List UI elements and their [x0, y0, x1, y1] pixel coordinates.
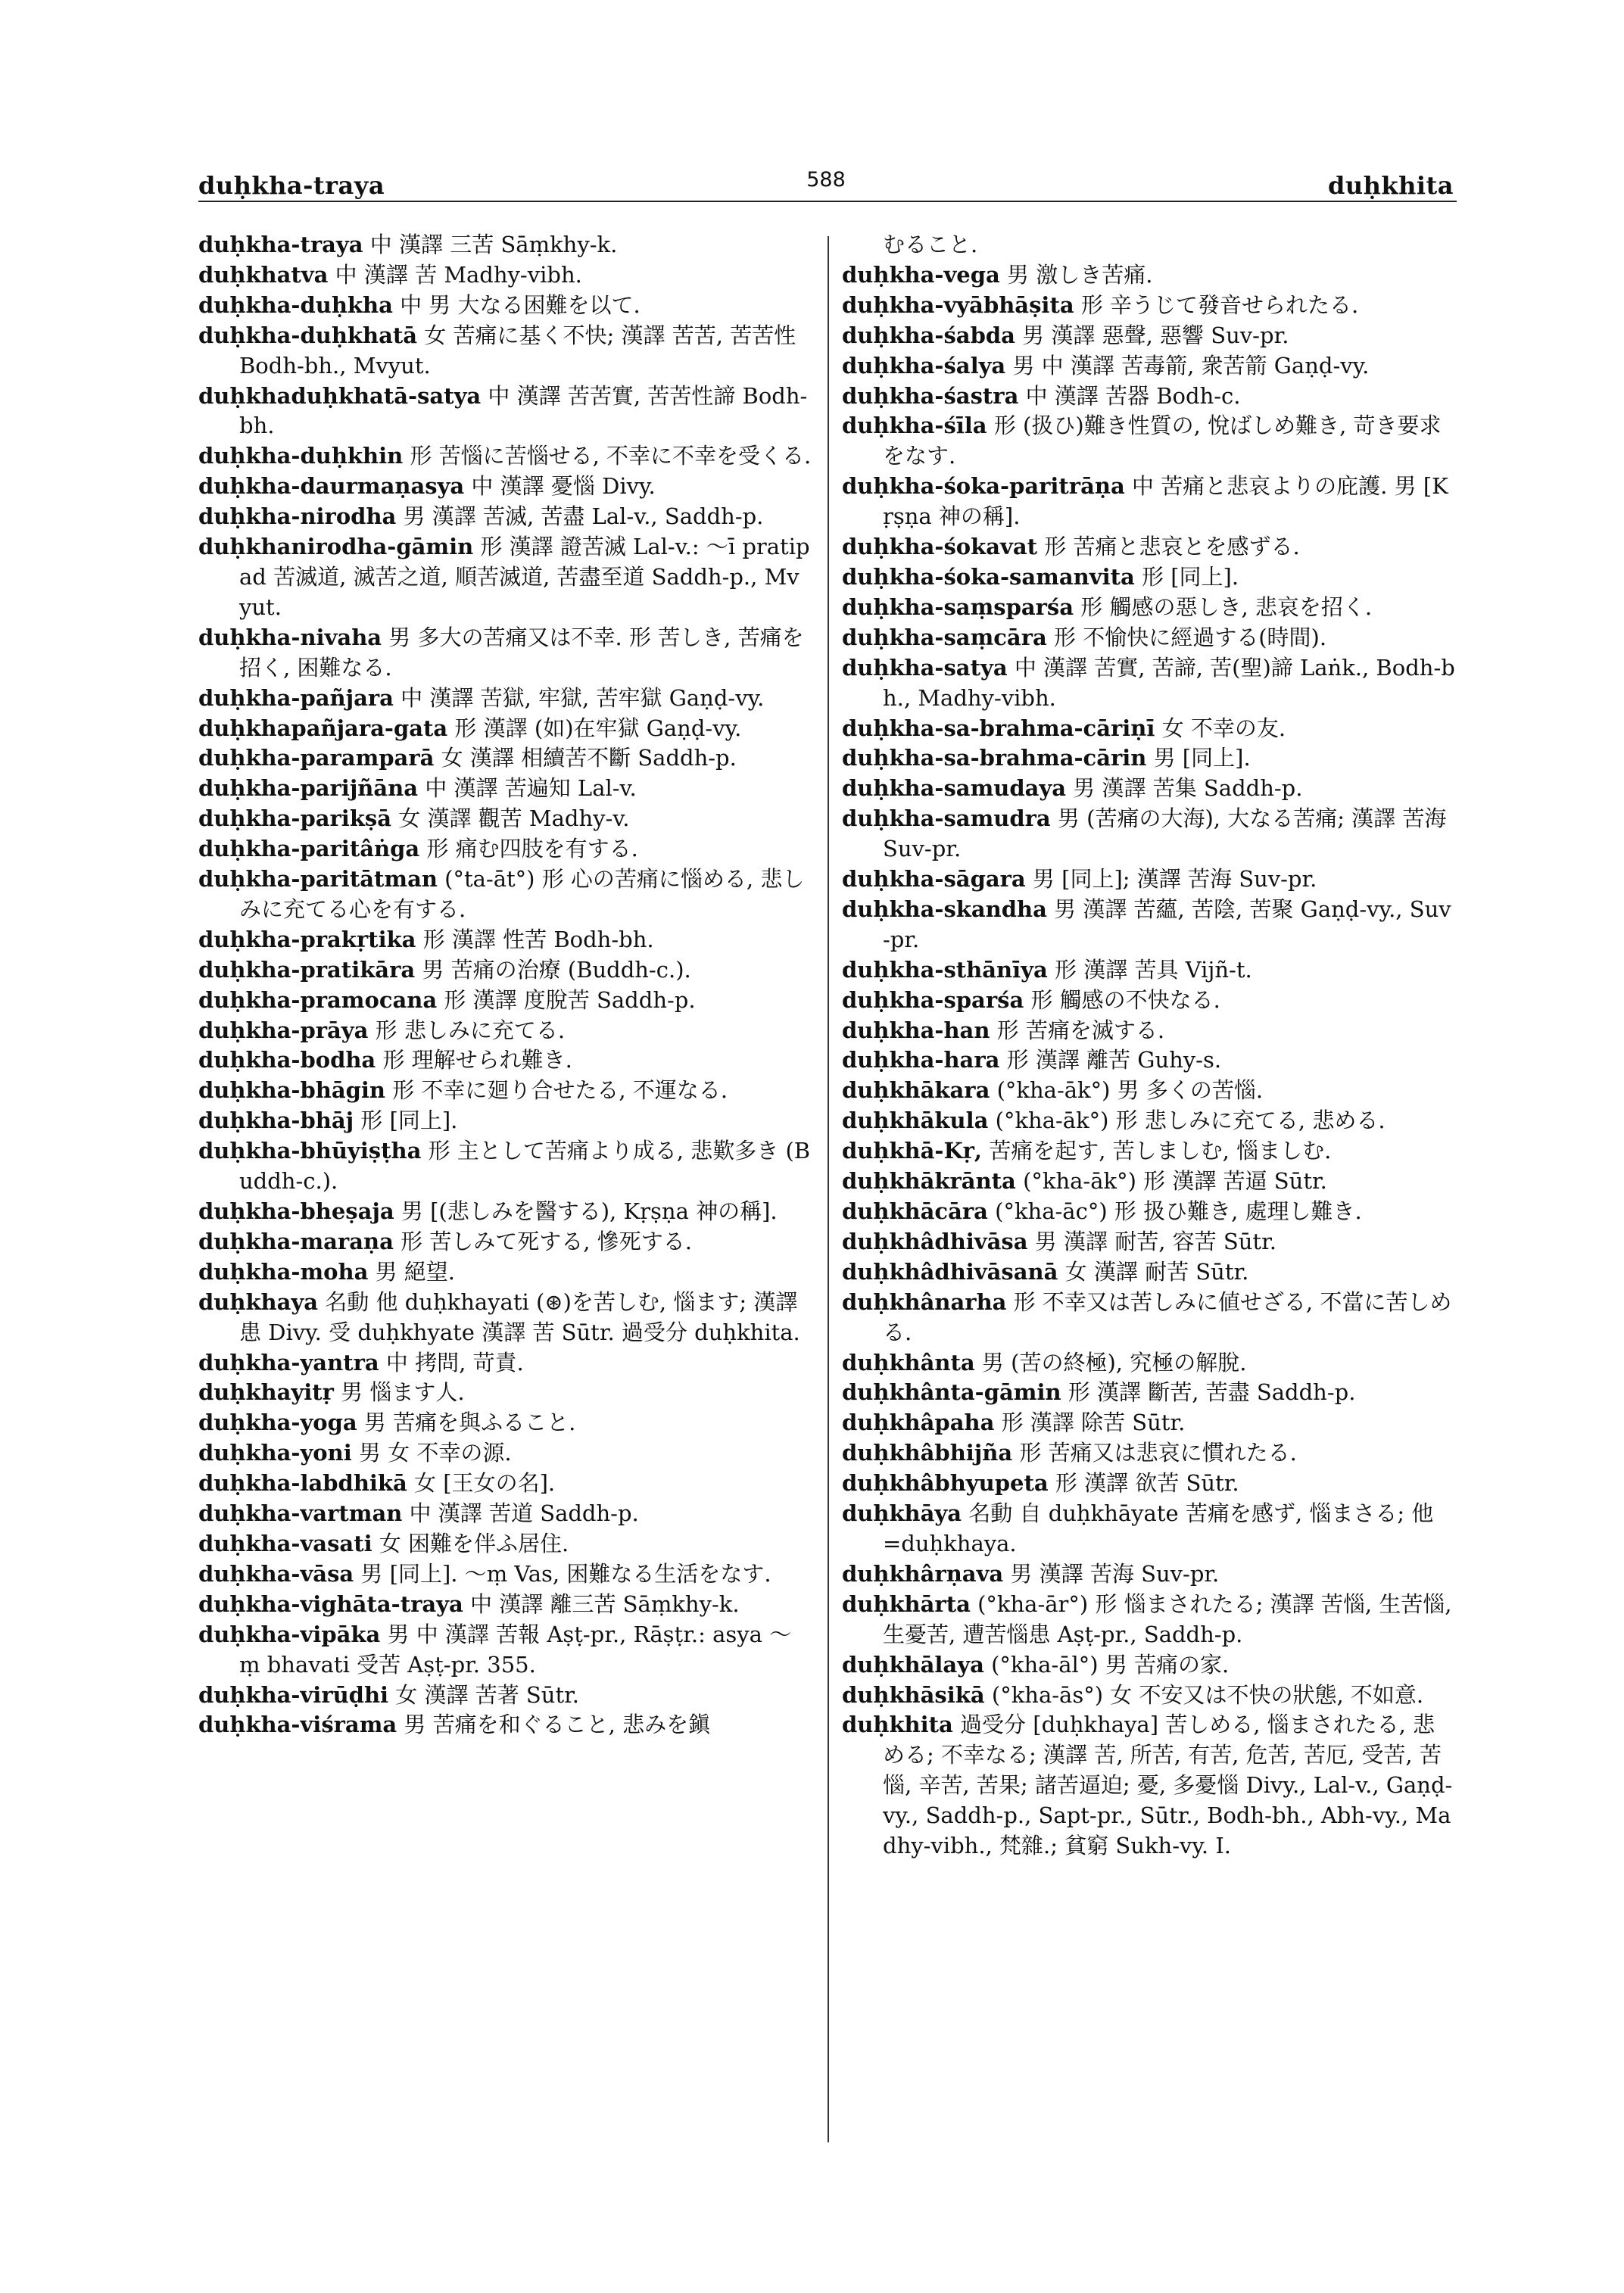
dictionary-entry — [842, 1348, 1455, 1379]
entry-definition: 中 漢譯 憂惱 Divy. — [464, 473, 656, 500]
entry-definition: 女 漢譯 相續苦不斷 Saddh-p. — [434, 745, 737, 771]
entry-headword: duḥkhânta — [842, 1349, 975, 1375]
dictionary-entry — [842, 714, 1455, 744]
entry-headword: duḥkha-satya — [842, 654, 1008, 681]
dictionary-entry — [842, 804, 1455, 865]
dictionary-entry — [842, 351, 1455, 382]
entry-headword: duḥkha-yoga — [198, 1410, 357, 1436]
entry-definition: 形 苦痛を滅する. — [990, 1017, 1165, 1043]
entry-definition: 男 [(悲しみを醫する), Kṛṣṇa 神の稱]. — [394, 1198, 778, 1224]
entry-headword: duḥkhā-Kṛ, — [842, 1138, 983, 1164]
dictionary-entry — [198, 955, 812, 986]
dictionary-entry — [198, 1559, 812, 1590]
entry-definition: 男 苦痛を和ぐること, 悲みを鎭 — [397, 1712, 711, 1738]
entry-headword: duḥkhārta — [842, 1590, 971, 1617]
entry-headword: duḥkha-śoka-samanvita — [842, 563, 1135, 590]
entry-definition: むること. — [883, 232, 978, 257]
entry-definition: 名動 自 duḥkhāyate 苦痛を感ず, 惱まさる; 他 =duḥkhaya. — [883, 1500, 1434, 1556]
entry-headword: duḥkha-parijñāna — [198, 775, 419, 802]
entry-definition: (°kha-āk°) 形 悲しみに充てる, 悲める. — [988, 1108, 1386, 1134]
running-head-left: duḥkha-traya — [198, 171, 385, 200]
entry-definition: 男 漢譯 苦海 Suv-pr. — [1003, 1560, 1220, 1587]
entry-definition: 男 漢譯 苦滅, 苦盡 Lal-v., Saddh-p. — [396, 503, 764, 530]
entry-definition: 女 不幸の友. — [1155, 715, 1286, 741]
entry-definition: 形 痛む四肢を有する. — [419, 836, 638, 862]
entry-headword: duḥkhâbhyupeta — [842, 1470, 1049, 1497]
entry-headword: duḥkha-traya — [198, 232, 363, 257]
dictionary-entry — [842, 1288, 1455, 1348]
entry-headword: duḥkha-yoni — [198, 1440, 352, 1466]
dictionary-entry — [198, 1136, 812, 1197]
column-divider — [828, 236, 829, 2142]
dictionary-entry — [842, 1227, 1455, 1257]
entry-definition: (°kha-āc°) 形 扱ひ難き, 處理し難き. — [987, 1198, 1362, 1224]
dictionary-entry — [198, 1106, 812, 1136]
entry-headword: duḥkha-moha — [198, 1258, 369, 1285]
dictionary-entry — [842, 1408, 1455, 1438]
dictionary-entry — [842, 321, 1455, 351]
entry-headword: duḥkhākula — [842, 1108, 989, 1134]
entry-headword: duḥkhaduḥkhatā-satya — [198, 382, 482, 409]
entry-definition: 女 漢譯 耐苦 Sūtr. — [1058, 1258, 1249, 1285]
entry-headword: duḥkha-paramparā — [198, 745, 435, 771]
entry-definition: 形 漢譯 證苦滅 Lal-v.: ～ī pratipad 苦滅道, 滅苦之道, 順苦滅道, 苦盡至道 Saddh-p., Mvyut. — [239, 534, 810, 620]
dictionary-entry — [198, 1710, 812, 1740]
page-number: 588 — [806, 168, 846, 192]
entry-definition: 中 苦痛と悲哀よりの庇護. 男 [Kṛṣṇa 神の稱]. — [883, 473, 1448, 530]
dictionary-entry — [198, 1499, 812, 1529]
entry-headword: duḥkha-bhūyiṣṭha — [198, 1138, 422, 1164]
entry-definition: 男 漢譯 苦蘊, 苦陰, 苦聚 Gaṇḍ-vy., Suv-pr. — [883, 896, 1451, 952]
entry-headword: duḥkha-vartman — [198, 1500, 403, 1527]
entry-headword: duḥkha-sthānīya — [842, 956, 1048, 983]
entry-headword: duḥkha-paritâṅga — [198, 836, 420, 862]
entry-headword: duḥkhayitṛ — [198, 1379, 334, 1406]
entry-headword: duḥkha-daurmaṇasya — [198, 473, 465, 500]
entry-headword: duḥkha-bhāj — [198, 1108, 354, 1134]
entry-definition: 形 漢譯 離苦 Guhy-s. — [999, 1047, 1222, 1073]
dictionary-entry — [198, 1288, 812, 1348]
dictionary-entry — [842, 1016, 1455, 1046]
dictionary-entry — [842, 1499, 1455, 1559]
entry-definition: (°kha-āl°) 男 苦痛の家. — [983, 1651, 1230, 1678]
entry-headword: duḥkhāsikā — [842, 1681, 985, 1708]
entry-headword: duḥkhaya — [198, 1288, 319, 1315]
entry-definition: 男 女 不幸の源. — [351, 1440, 512, 1466]
entry-definition: 男 (苦の終極), 究極の解脫. — [974, 1349, 1247, 1375]
entry-headword: duḥkha-prakṛtika — [198, 926, 416, 952]
entry-headword: duḥkha-yantra — [198, 1349, 379, 1375]
entry-headword: duḥkhârṇava — [842, 1560, 1004, 1587]
entry-headword: duḥkha-prāya — [198, 1017, 369, 1043]
entry-headword: duḥkha-han — [842, 1017, 990, 1043]
entry-headword: duḥkha-śoka-paritrāṇa — [842, 473, 1125, 500]
entry-definition: 男 中 漢譯 苦毒箭, 衆苦箭 Gaṇḍ-vy. — [1005, 352, 1370, 379]
dictionary-entry — [842, 260, 1455, 291]
dictionary-entry — [842, 1681, 1455, 1711]
entry-definition: (°kha-āk°) 形 漢譯 苦逼 Sūtr. — [1015, 1168, 1327, 1195]
entry-definition: 形 苦痛又は悲哀に慣れたる. — [1012, 1440, 1297, 1466]
entry-headword: duḥkhāya — [842, 1500, 962, 1527]
dictionary-entry — [198, 1438, 812, 1469]
entry-headword: duḥkha-bhāgin — [198, 1077, 385, 1104]
entry-headword: duḥkha-duḥkha — [198, 291, 393, 318]
dictionary-entry — [842, 593, 1455, 623]
entry-definition: 中 漢譯 苦實, 苦諦, 苦(聖)諦 Laṅk., Bodh-bh., Madhy-vibh. — [883, 654, 1455, 711]
dictionary-entry — [198, 1257, 812, 1288]
entry-definition: 形 [同上]. — [354, 1108, 458, 1134]
entry-definition: 形 苦しみて死する, 慘死する. — [393, 1228, 692, 1254]
dictionary-entry — [842, 1045, 1455, 1076]
dictionary-entry — [198, 623, 812, 684]
entry-headword: duḥkhânta-gāmin — [842, 1379, 1061, 1406]
entry-definition: 形 漢譯 欲苦 Sūtr. — [1048, 1470, 1239, 1497]
dictionary-entry — [198, 1227, 812, 1257]
dictionary-entry — [842, 623, 1455, 653]
dictionary-entry — [842, 291, 1455, 321]
entry-headword: duḥkhâpaha — [842, 1410, 995, 1436]
entry-definition: 形 不幸に廻り合せたる, 不運なる. — [385, 1077, 728, 1104]
dictionary-entry — [842, 1469, 1455, 1499]
entry-definition: 過受分 [duḥkhaya] 苦しめる, 惱まされたる, 悲める; 不幸なる; 漢譯 苦, 所苦, 有苦, 危苦, 苦厄, 受苦, 苦惱, 辛苦, 苦果; 諸苦逼迫; 憂, 多憂惱 Divy., Lal-v., Gaṇḍ-vy., Saddh-p., Sapt-pr., Sūtr., Bodh-bh., Abh-vy., Madhy-vibh., 梵雜.; 貧窮 Sukh-vy. I. — [883, 1712, 1453, 1859]
entry-definition: 中 漢譯 苦苦實, 苦苦性諦 Bodh-bh. — [239, 382, 808, 439]
dictionary-entry — [842, 1650, 1455, 1681]
entry-definition: 男 (苦痛の大海), 大なる苦痛; 漢譯 苦海 Suv-pr. — [883, 805, 1447, 862]
entry-definition: 中 漢譯 離三苦 Sāṃkhy-k. — [463, 1590, 740, 1617]
entry-headword: duḥkhânarha — [842, 1288, 1007, 1315]
entry-definition: (°kha-āk°) 男 多くの苦惱. — [990, 1077, 1264, 1104]
dictionary-entry — [842, 1590, 1455, 1650]
entry-definition: 女 漢譯 觀苦 Madhy-v. — [391, 805, 630, 832]
entry-headword: duḥkha-pañjara — [198, 684, 394, 711]
dictionary-entry — [198, 321, 812, 382]
page-header — [198, 165, 1454, 210]
entry-definition: 形 漢譯 除苦 Sūtr. — [994, 1410, 1186, 1436]
dictionary-entry — [842, 1076, 1455, 1106]
entry-definition: 形 苦痛と悲哀とを感ずる. — [1037, 534, 1300, 560]
dictionary-entry — [198, 441, 812, 472]
dictionary-entry — [198, 230, 812, 260]
entry-headword: duḥkhākrānta — [842, 1168, 1016, 1195]
entry-headword: duḥkha-vāsa — [198, 1560, 354, 1587]
dictionary-entry — [198, 684, 812, 714]
entry-definition: 形 漢譯 度脫苦 Saddh-p. — [437, 986, 696, 1013]
entry-headword: duḥkha-duḥkhatā — [198, 322, 418, 348]
entry-definition: 苦痛を起す, 苦しましむ, 惱ましむ. — [982, 1138, 1332, 1164]
dictionary-entry — [198, 774, 812, 804]
entry-headword: duḥkha-sāgara — [842, 866, 1026, 893]
dictionary-entry — [842, 411, 1455, 472]
entry-headword: duḥkha-virūḍhi — [198, 1681, 389, 1708]
entry-definition: 形 漢譯 (如)在牢獄 Gaṇḍ-vy. — [447, 715, 742, 741]
dictionary-entry — [842, 986, 1455, 1016]
running-head-right: duḥkhita — [1327, 171, 1454, 200]
entry-definition: (°kha-ār°) 形 惱まされたる; 漢譯 苦惱, 生苦惱, 生憂苦, 遭苦惱患 Aṣṭ-pr., Saddh-p. — [883, 1590, 1452, 1647]
entry-headword: duḥkha-samudra — [842, 805, 1051, 832]
entry-definition: 男 惱ます人. — [333, 1379, 465, 1406]
entry-definition: 男 苦痛を與ふること. — [357, 1410, 576, 1436]
entry-headword: duḥkha-bodha — [198, 1047, 376, 1073]
dictionary-entry — [842, 230, 1455, 260]
entry-headword: duḥkha-duḥkhin — [198, 443, 404, 469]
entry-definition: 形 觸感の不快なる. — [1024, 986, 1220, 1013]
entry-definition: 名動 他 duḥkhayati (⊛)を苦しむ, 惱ます; 漢譯 患 Divy. 受 duḥkhyate 漢譯 苦 Sūtr. 過受分 duḥkhita. — [239, 1288, 800, 1345]
dictionary-entry — [842, 532, 1455, 562]
entry-headword: duḥkhâdhivāsa — [842, 1228, 1028, 1254]
entry-headword: duḥkhācāra — [842, 1198, 988, 1224]
entry-headword: duḥkha-viśrama — [198, 1712, 397, 1738]
entry-headword: duḥkha-vighāta-traya — [198, 1590, 463, 1617]
dictionary-entry — [842, 865, 1455, 895]
dictionary-entry — [842, 1167, 1455, 1197]
entry-headword: duḥkha-śīla — [842, 413, 987, 439]
dictionary-entry — [842, 895, 1455, 955]
entry-definition: 男 漢譯 惡聲, 惡響 Suv-pr. — [1015, 322, 1289, 348]
entry-definition: 女 [王女の名]. — [407, 1470, 556, 1497]
entry-definition: 男 [同上]. ～ṃ Vas, 困難なる生活をなす. — [354, 1560, 771, 1587]
entry-headword: duḥkha-skandha — [842, 896, 1047, 922]
entry-definition: 中 漢譯 三苦 Sāṃkhy-k. — [363, 232, 618, 257]
dictionary-entry — [198, 1378, 812, 1408]
dictionary-entry — [842, 1559, 1455, 1590]
entry-definition: 形 不幸又は苦しみに値せざる, 不當に苦しめる. — [883, 1288, 1452, 1345]
entry-headword: duḥkha-paritātman — [198, 866, 438, 893]
entry-headword: duḥkhatva — [198, 261, 329, 288]
entry-definition: 形 苦惱に苦惱せる, 不幸に不幸を受くる. — [403, 443, 812, 469]
dictionary-entry — [198, 1529, 812, 1559]
dictionary-entry — [198, 804, 812, 834]
dictionary-entry — [198, 834, 812, 865]
entry-headword: duḥkha-hara — [842, 1047, 1000, 1073]
dictionary-entry — [198, 502, 812, 532]
entry-definition: 形 理解せられ難き. — [376, 1047, 572, 1073]
entry-definition: 形 辛うじて發音せられたる. — [1074, 291, 1359, 318]
entry-headword: duḥkha-parikṣā — [198, 805, 392, 832]
dictionary-entry — [842, 472, 1455, 532]
entry-definition: 男 [同上]. — [1146, 745, 1251, 771]
dictionary-entry — [842, 1257, 1455, 1288]
dictionary-entry — [198, 714, 812, 744]
dictionary-entry — [198, 986, 812, 1016]
entry-definition: (°kha-ās°) 女 不安又は不快の狀態, 不如意. — [984, 1681, 1424, 1708]
entry-headword: duḥkha-sa-brahma-cāriṇī — [842, 715, 1155, 741]
entry-definition: 中 漢譯 苦獄, 牢獄, 苦牢獄 Gaṇḍ-vy. — [393, 684, 765, 711]
entry-definition: 女 漢譯 苦著 Sūtr. — [388, 1681, 580, 1708]
entry-headword: duḥkha-saṃsparśa — [842, 594, 1074, 620]
entry-definition: 男 激しき苦痛. — [999, 261, 1153, 288]
entry-definition: 形 (扱ひ)難き性質の, 悅ばしめ難き, 苛き要求をなす. — [883, 413, 1442, 469]
entry-headword: duḥkha-maraṇa — [198, 1228, 394, 1254]
entry-definition: 中 漢譯 苦遍知 Lal-v. — [418, 775, 637, 802]
dictionary-entry — [842, 1197, 1455, 1227]
dictionary-entry — [198, 1681, 812, 1711]
dictionary-entry — [198, 1469, 812, 1499]
entry-definition: 男 中 漢譯 苦報 Aṣṭ-pr., Rāṣṭr.: asya ～ṃ bhavati 受苦 Aṣṭ-pr. 355. — [239, 1621, 792, 1678]
dictionary-entry — [198, 382, 812, 442]
entry-headword: duḥkha-sparśa — [842, 986, 1024, 1013]
dictionary-entry — [842, 1438, 1455, 1469]
entry-headword: duḥkha-bheṣaja — [198, 1198, 394, 1224]
entry-definition: 男 苦痛の治療 (Buddh-c.). — [415, 956, 691, 983]
entry-definition: 男 [同上]; 漢譯 苦海 Suv-pr. — [1025, 866, 1317, 893]
dictionary-entry — [842, 1378, 1455, 1408]
dictionary-entry — [842, 774, 1455, 804]
left-column — [198, 230, 812, 1740]
entry-definition: 形 漢譯 苦具 Vijñ-t. — [1047, 956, 1252, 983]
dictionary-entry — [842, 955, 1455, 986]
entry-headword: duḥkha-sa-brahma-cārin — [842, 745, 1147, 771]
entry-headword: duḥkha-śastra — [842, 382, 1019, 409]
entry-headword: duḥkha-vega — [842, 261, 1000, 288]
entry-definition: 形 悲しみに充てる. — [368, 1017, 566, 1043]
entry-definition: 中 漢譯 苦器 Bodh-c. — [1018, 382, 1241, 409]
entry-headword: duḥkha-pramocana — [198, 986, 438, 1013]
entry-definition: (°ta-āt°) 形 心の苦痛に惱める, 悲しみに充てる心を有する. — [239, 866, 805, 922]
dictionary-entry — [842, 1136, 1455, 1167]
entry-definition: 中 漢譯 苦 Madhy-vibh. — [328, 261, 582, 288]
entry-definition: 女 苦痛に基く不快; 漢譯 苦苦, 苦苦性 Bodh-bh., Mvyut. — [239, 322, 796, 379]
entry-definition: 男 絕望. — [368, 1258, 456, 1285]
dictionary-entry — [198, 291, 812, 321]
dictionary-entry — [198, 1076, 812, 1106]
dictionary-entry — [198, 1045, 812, 1076]
entry-headword: duḥkhâbhijña — [842, 1440, 1013, 1466]
entry-headword: duḥkha-vipāka — [198, 1621, 381, 1647]
entry-headword: duḥkhita — [842, 1712, 953, 1738]
entry-headword: duḥkha-śabda — [842, 322, 1015, 348]
entry-headword: duḥkha-vasati — [198, 1530, 372, 1556]
dictionary-entry — [198, 925, 812, 955]
entry-headword: duḥkhapañjara-gata — [198, 715, 448, 741]
entry-definition: 男 漢譯 耐苦, 容苦 Sūtr. — [1027, 1228, 1276, 1254]
entry-definition: 中 男 大なる困難を以て. — [392, 291, 641, 318]
dictionary-entry — [842, 743, 1455, 774]
entry-definition: 形 主として苦痛より成る, 悲歎多き (Buddh-c.). — [239, 1138, 811, 1195]
entry-headword: duḥkha-labdhikā — [198, 1470, 407, 1497]
dictionary-entry — [198, 1348, 812, 1379]
dictionary-entry — [842, 1106, 1455, 1136]
dictionary-entry — [198, 1590, 812, 1620]
dictionary-entry — [198, 1620, 812, 1681]
entry-headword: duḥkha-śokavat — [842, 534, 1038, 560]
entry-headword: duḥkhākara — [842, 1077, 990, 1104]
entry-headword: duḥkhâdhivāsanā — [842, 1258, 1058, 1285]
entry-definition: 形 漢譯 斷苦, 苦盡 Saddh-p. — [1061, 1379, 1356, 1406]
entry-headword: duḥkhālaya — [842, 1651, 984, 1678]
entry-definition: 形 漢譯 性苦 Bodh-bh. — [416, 926, 654, 952]
entry-definition: 中 漢譯 苦道 Saddh-p. — [402, 1500, 639, 1527]
entry-headword: duḥkha-saṃcāra — [842, 624, 1047, 650]
entry-definition: 男 漢譯 苦集 Saddh-p. — [1066, 775, 1303, 802]
entry-definition: 形 不愉快に經過する(時間). — [1046, 624, 1327, 650]
entry-definition: 形 [同上]. — [1134, 563, 1239, 590]
entry-headword: duḥkha-vyābhāṣita — [842, 291, 1074, 318]
dictionary-entry — [198, 1197, 812, 1227]
header-rule — [198, 201, 1457, 202]
dictionary-entry — [198, 865, 812, 925]
entry-headword: duḥkhanirodha-gāmin — [198, 534, 474, 560]
entry-definition: 形 觸感の惡しき, 悲哀を招く. — [1074, 594, 1373, 620]
entry-headword: duḥkha-nirodha — [198, 503, 397, 530]
dictionary-entry — [198, 260, 812, 291]
dictionary-entry — [842, 653, 1455, 714]
dictionary-entry — [198, 532, 812, 623]
dictionary-entry — [842, 562, 1455, 593]
entry-headword: duḥkha-nivaha — [198, 624, 382, 650]
dictionary-entry — [842, 382, 1455, 412]
entry-headword: duḥkha-pratikāra — [198, 956, 416, 983]
entry-definition: 男 多大の苦痛又は不幸. 形 苦しき, 苦痛を招く, 困難なる. — [239, 624, 804, 681]
dictionary-entry — [198, 1408, 812, 1438]
entry-headword: duḥkha-samudaya — [842, 775, 1067, 802]
entry-definition: 女 困難を伴ふ居住. — [372, 1530, 569, 1556]
dictionary-entry — [842, 1710, 1455, 1862]
dictionary-entry — [198, 743, 812, 774]
right-column — [842, 230, 1455, 1862]
entry-definition: 中 拷問, 苛責. — [379, 1349, 524, 1375]
dictionary-entry — [198, 472, 812, 502]
entry-headword: duḥkha-śalya — [842, 352, 1006, 379]
dictionary-entry — [198, 1016, 812, 1046]
